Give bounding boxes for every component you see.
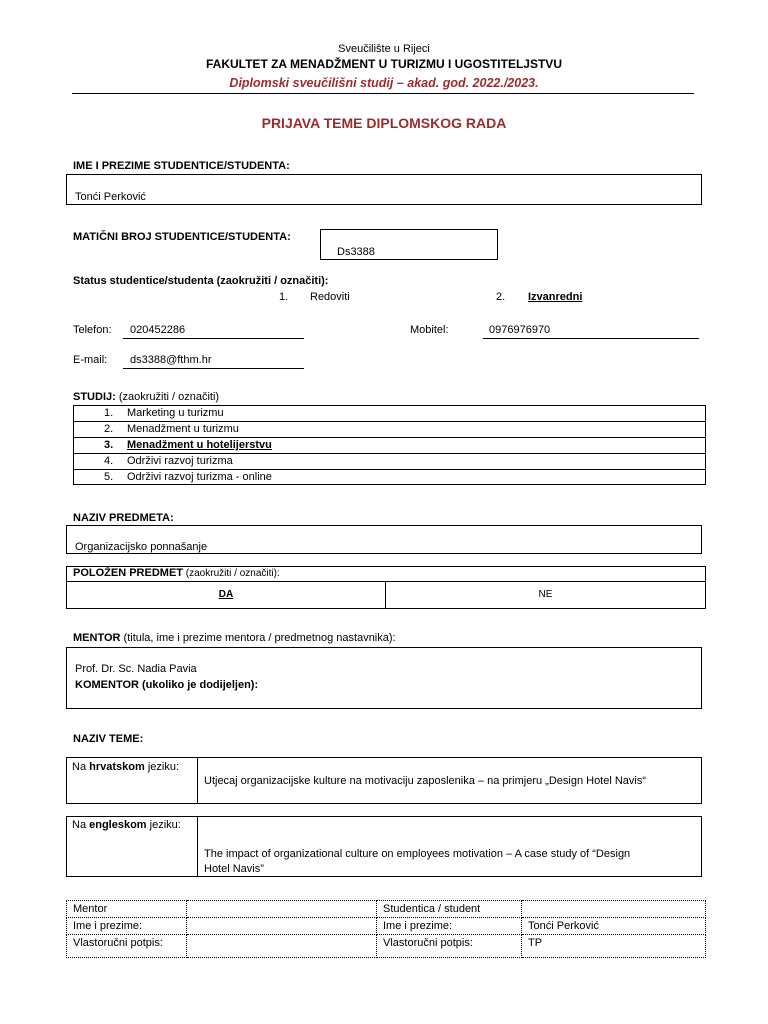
faculty-name: FAKULTET ZA MENADŽMENT U TURIZMU I UGOSTITELJSTVU xyxy=(206,57,562,71)
email-value[interactable]: ds3388@fthm.hr xyxy=(130,354,212,366)
study-option-2[interactable] xyxy=(74,422,705,438)
signature-name-row xyxy=(67,918,706,935)
topic-hr-label-post: jeziku: xyxy=(144,761,180,773)
study-option-4[interactable] xyxy=(74,454,705,470)
subject-field[interactable] xyxy=(66,525,702,554)
mobile-underline xyxy=(483,338,699,339)
topic-en-value-line1: The impact of organizational culture on employees motivation – A case study of “Design xyxy=(204,848,631,860)
student-head-blank xyxy=(522,901,706,918)
mentor-head-blank xyxy=(187,901,377,918)
study-option-4-num: 4. xyxy=(104,455,114,467)
passed-subject-table xyxy=(66,566,706,609)
comentor-label: KOMENTOR (ukoliko je dodijeljen): xyxy=(75,679,259,691)
topic-en-table xyxy=(66,816,702,877)
study-option-3[interactable] xyxy=(74,438,705,454)
topic-hr-value: Utjecaj organizacijske kulture na motivaciju zaposlenika – na primjeru „Design Hotel Navis“ xyxy=(204,775,647,787)
student-id-label: MATIČNI BROJ STUDENTICE/STUDENTA: xyxy=(73,231,291,243)
study-label-bold: STUDIJ: xyxy=(73,391,116,403)
mentor-name-value[interactable] xyxy=(187,918,377,935)
signature-sign-row xyxy=(67,935,706,958)
study-option-5[interactable] xyxy=(74,470,705,484)
topic-en-label xyxy=(72,819,181,832)
topic-en-value-cell[interactable] xyxy=(198,817,701,876)
study-option-2-num: 2. xyxy=(104,423,114,435)
phone-underline xyxy=(123,338,304,339)
study-option-5-num: 5. xyxy=(104,471,114,483)
passed-subject-label-rest: (zaokružiti / označiti): xyxy=(183,568,280,579)
study-option-1-num: 1. xyxy=(104,407,114,419)
topic-en-label-cell xyxy=(67,817,198,876)
signature-header-row xyxy=(67,901,706,918)
status-label: Status studentice/studenta (zaokružiti / označiti): xyxy=(73,275,329,287)
form-title: PRIJAVA TEME DIPLOMSKOG RADA xyxy=(261,115,507,131)
passed-yes-cell[interactable] xyxy=(67,582,386,608)
email-underline xyxy=(123,368,304,369)
student-name-label: Ime i prezime: xyxy=(377,918,522,935)
mentor-name-label: Ime i prezime: xyxy=(67,918,187,935)
topic-hr-table xyxy=(66,757,702,804)
status-option-1-label[interactable]: Redoviti xyxy=(310,291,350,303)
passed-subject-header xyxy=(67,567,705,582)
mentor-value: Prof. Dr. Sc. Nadia Pavia xyxy=(75,663,197,675)
topic-hr-value-cell[interactable] xyxy=(198,758,701,803)
study-option-4-label: Održivi razvoj turizma xyxy=(127,455,233,467)
subject-value: Organizacijsko ponnašanje xyxy=(75,541,208,553)
program-line: Diplomski sveučilišni studij – akad. god. 2022./2023. xyxy=(229,76,539,90)
phone-value[interactable]: 020452286 xyxy=(130,324,186,336)
student-id-field[interactable] xyxy=(320,229,498,260)
topic-en-value-line2: Hotel Navis” xyxy=(204,863,264,875)
study-option-2-label: Menadžment u turizmu xyxy=(127,423,239,435)
study-label-rest: (zaokružiti / označiti) xyxy=(115,391,220,403)
signature-table xyxy=(66,900,706,958)
student-name-label: IME I PREZIME STUDENTICE/STUDENTA: xyxy=(73,160,290,172)
study-option-3-label: Menadžment u hotelijerstvu xyxy=(127,439,272,451)
status-option-1-num: 1. xyxy=(279,291,289,303)
status-option-2-label[interactable]: Izvanredni xyxy=(528,291,583,303)
passed-no-cell[interactable] xyxy=(386,582,705,608)
student-name-value: Tonći Perković xyxy=(75,191,146,203)
study-option-1[interactable] xyxy=(74,406,705,422)
topic-hr-label-bold: hrvatskom xyxy=(89,761,145,773)
study-options-table xyxy=(73,405,706,485)
student-id-value: Ds3388 xyxy=(337,246,375,258)
mentor-head: Mentor xyxy=(67,901,187,918)
mentor-signature-value[interactable] xyxy=(187,935,377,958)
passed-subject-label-bold: POLOŽEN PREDMET xyxy=(73,567,184,579)
study-option-1-label: Marketing u turizmu xyxy=(127,407,224,419)
study-label xyxy=(73,391,219,404)
topic-hr-label xyxy=(72,761,179,774)
topic-hr-label-cell xyxy=(67,758,198,803)
student-signature-value[interactable]: TP xyxy=(522,935,706,958)
student-signature-label: Vlastoručni potpis: xyxy=(377,935,522,958)
topic-label: NAZIV TEME: xyxy=(73,733,144,745)
phone-label: Telefon: xyxy=(73,324,112,336)
passed-no-option: NE xyxy=(538,589,553,600)
mobile-label: Mobitel: xyxy=(410,324,449,336)
passed-yes-option: DA xyxy=(218,589,234,600)
header-divider xyxy=(72,93,694,94)
topic-en-label-post: jeziku: xyxy=(146,819,181,831)
topic-en-label-bold: engleskom xyxy=(89,819,147,831)
study-option-3-num: 3. xyxy=(104,439,114,451)
mobile-value[interactable]: 0976976970 xyxy=(489,324,551,336)
mentor-label xyxy=(73,632,396,645)
university-name: Sveučilište u Rijeci xyxy=(338,43,430,55)
topic-en-label-pre: Na xyxy=(72,819,90,831)
mentor-field[interactable] xyxy=(66,647,702,709)
status-option-2-num: 2. xyxy=(496,291,506,303)
student-name-sig-value[interactable]: Tonći Perković xyxy=(522,918,706,935)
student-name-field[interactable] xyxy=(66,174,702,205)
study-option-5-label: Održivi razvoj turizma - online xyxy=(127,471,272,483)
mentor-label-rest: (titula, ime i prezime mentora / predmetnog nastavnika): xyxy=(120,632,396,644)
passed-subject-label xyxy=(73,567,280,580)
subject-label: NAZIV PREDMETA: xyxy=(73,512,174,524)
student-head: Studentica / student xyxy=(377,901,522,918)
email-label: E-mail: xyxy=(73,354,108,366)
mentor-signature-label: Vlastoručni potpis: xyxy=(67,935,187,958)
topic-hr-label-pre: Na xyxy=(72,761,90,773)
mentor-label-bold: MENTOR xyxy=(73,632,121,644)
